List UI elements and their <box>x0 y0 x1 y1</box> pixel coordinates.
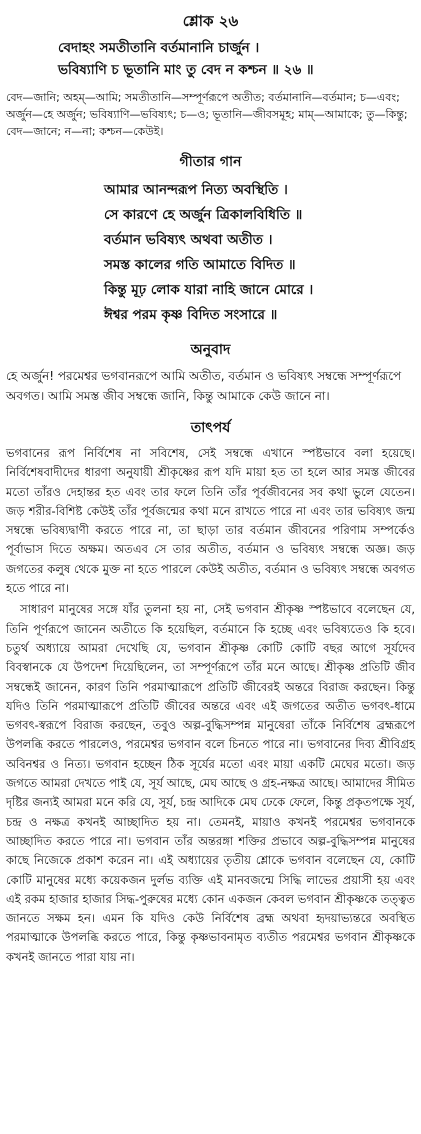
word-meanings: বেদ—জানি; অহম্—আমি; সমতীতানি—সম্পূর্ণরূপে অতীত; বর্তমানানি—বর্তমান; চ—এবং; অর্জুন—হে অর্জুন; ভবিষ্যাণি—ভবিষ্যৎ; চ—ও; ভূতানি—জীবসমূহ; মাম্—আমাকে; তু—কিন্তু; বেদ—জানে; ন—না; কশ্চন—কেউই। <box>6 91 408 138</box>
song-line: বর্তমান ভবিষ্যৎ অথবা অতীত । <box>104 232 273 248</box>
song-line: সমস্ত কালের গতি আমাতে বিদিত ॥ <box>104 257 296 273</box>
song-line: কিন্তু মূঢ় লোক যারা নাহি জানে মোরে । <box>104 282 314 298</box>
translation-text: হে অর্জুন! পরমেশ্বর ভগবানরূপে আমি অতীত, বর্তমান ও ভবিষ্যৎ সম্বন্ধে সম্পূর্ণরূপে অবগত। আমি সমস্ত জীব সম্বন্ধে জানি, কিন্তু আমাকে কেউ জানে না। <box>6 369 402 403</box>
verse-heading: শ্লোক ২৬ <box>182 12 239 30</box>
translation-heading: অনুবাদ <box>190 342 231 358</box>
song-line: ঈশ্বর পরম কৃষ্ণ বিদিত সংসারে ॥ <box>104 307 278 323</box>
song-line: সে কারণে হে অর্জুন ত্রিকালবিধিতি ॥ <box>104 207 303 223</box>
purport-text <box>4 444 417 967</box>
sanskrit-line: ভবিষ্যাণি চ ভূতানি মাং তু বেদ ন কশ্চন ॥ ২৬ ॥ <box>58 62 314 78</box>
purport-paragraph: সাধারণ মানুষের সঙ্গে যাঁর তুলনা হয় না, সেই ভগবান শ্রীকৃষ্ণ স্পষ্টভাবে বলেছেন যে, তিনি পূর্ণরূপে জানেন অতীতে কি হয়েছিল, বর্তমানে কি হচ্ছে এবং ভবিষ্যতেও কি হবে। চতুর্থ অধ্যায়ে আমরা দেখেছি যে, ভগবান শ্রীকৃষ্ণ কোটি কোটি বছর আগে সূর্যদেব বিবস্বানকে যে উপদেশ দিয়েছিলেন, তা সম্পূর্ণরূপে তাঁর মনে আছে। শ্রীকৃষ্ণ প্রতিটি জীব সম্বন্ধেই জানেন, কারণ তিনি পরমাত্মারূপে প্রতিটি জীবেরই অন্তরে বিরাজ করছেন। কিন্তু যদিও তিনি পরমাত্মারূপে প্রতিটি জীবের অন্তরে এবং এই জগতের অতীত ভগবৎ-ধামে ভগবৎ-স্বরূপে বিরাজ করছেন, তবুও অল্প-বুদ্ধিসম্পন্ন মানুষেরা তাঁকে নির্বিশেষ ব্রহ্মরূপে উপলব্ধি করতে পারলেও, পরমেশ্বর ভগবান বলে চিনতে পারে না। ভগবানের দিব্য শ্রীবিগ্রহ অবিনশ্বর ও নিত্য। ভগবান হচ্ছেন ঠিক সূর্যের মতো এবং মায়া একটি মেঘের মতো। জড় জগতে আমরা দেখতে পাই যে, সূর্য আছে, মেঘ আছে ও গ্রহ-নক্ষত্র আছে। আমাদের সীমিত দৃষ্টির জন্যই আমরা মনে করি যে, সূর্য, চন্দ্র আদিকে মেঘ ঢেকে ফেলে, কিন্তু প্রকৃতপক্ষে সূর্য, চন্দ্র ও নক্ষত্র কখনই আচ্ছাদিত হয় না। তেমনই, মায়াও কখনই পরমেশ্বর ভগবানকে আচ্ছাদিত করতে পারে না। ভগবান তাঁর অন্তরঙ্গা শক্তির প্রভাবে অল্প-বুদ্ধিসম্পন্ন মানুষের কাছে নিজেকে প্রকাশ করেন না। এই অধ্যায়ের তৃতীয় শ্লোকে ভগবান বলেছেন যে, কোটি কোটি মানুষের মধ্যে কয়েকজন দুর্লভ ব্যক্তি এই মানবজন্মে সিদ্ধি লাভের প্রয়াসী হয় এবং এই রকম হাজার হাজার সিদ্ধ-পুরুষের মধ্যে কোন একজন কেবল ভগবান শ্রীকৃষ্ণকে তত্ত্বত জানতে সক্ষম হন। এমন কি যদিও কেউ নির্বিশেষ ব্রহ্ম অথবা হৃদয়াভ্যন্তরে অবস্থিত পরমাত্মাকে উপলব্ধি করতে পারে, কিন্তু কৃষ্ণভাবনামৃত ব্যতীত পরমেশ্বর ভগবান শ্রীকৃষ্ণকে কখনই জানতে পারা যায় না। <box>6 602 415 964</box>
song-line: আমার আনন্দরূপ নিত্য অবস্থিতি । <box>104 182 288 198</box>
song-verse <box>4 178 417 328</box>
song-heading: গীতার গান <box>179 154 242 170</box>
purport-paragraph: ভগবানের রূপ নির্বিশেষ না সবিশেষ, সেই সম্বন্ধে এখানে স্পষ্টভাবে বলা হয়েছে। নির্বিশেষবাদীদের ধারণা অনুযায়ী শ্রীকৃষ্ণের রূপ যদি মায়া হত তা হলে আর সমস্ত জীবের মতো তাঁরও দেহান্তর হত এবং তার ফলে তিনি তাঁর পূর্বজীবনের সব কথা ভুলে যেতেন। জড় শরীর-বিশিষ্ট কেউই তাঁর পূর্বজন্মের কথা মনে রাখতে পারে না এবং তার ভবিষ্যৎ জন্ম সম্বন্ধে ভবিষ্যদ্বাণী করতে পারে না, তা ছাড়া তার বর্তমান জীবনের পরিণাম সম্পর্কেও পূর্বাভাস দিতে অক্ষম। অতএব সে তার অতীত, বর্তমান ও ভবিষ্যৎ সম্বন্ধে অজ্ঞ। জড় জগতের কলুষ থেকে মুক্ত না হতে পারলে কেউই অতীত, বর্তমান ও ভবিষ্যৎ সম্বন্ধে অবগত হতে পারে না। <box>6 446 415 596</box>
sanskrit-verse <box>4 37 417 81</box>
purport-heading: তাৎপর্য <box>190 420 231 436</box>
sanskrit-line: বেদাহং সমতীতানি বর্তমানানি চার্জুন । <box>58 40 260 56</box>
